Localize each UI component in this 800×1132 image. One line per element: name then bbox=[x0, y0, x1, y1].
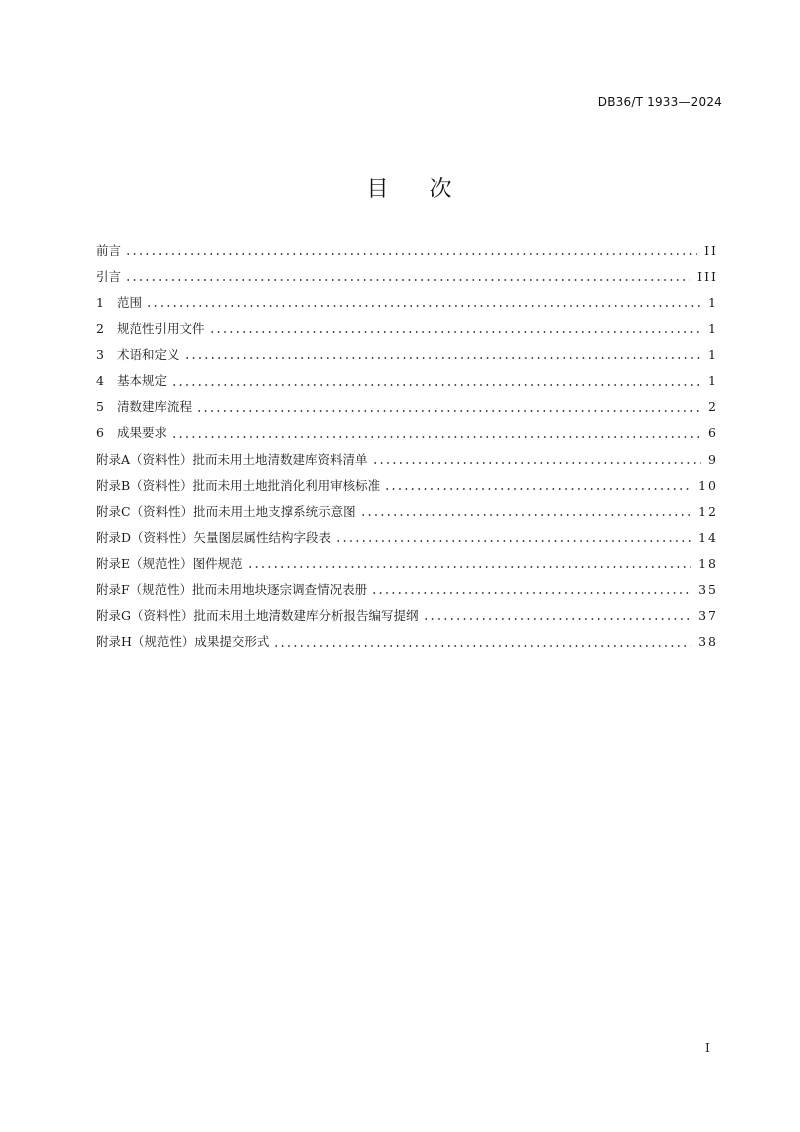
toc-entry-title: 附录E（规范性）图件规范 bbox=[96, 555, 243, 571]
toc-entry-page: 12 bbox=[698, 503, 718, 519]
toc-dot-leader bbox=[146, 298, 701, 308]
document-id-header: DB36/T 1933—2024 bbox=[597, 95, 722, 109]
toc-entry-number: 4 bbox=[96, 373, 104, 389]
toc-dot-leader bbox=[372, 455, 702, 465]
toc-entry-title: 范围 bbox=[117, 294, 143, 310]
toc-entry-page: 35 bbox=[698, 582, 718, 598]
toc-dot-leader bbox=[209, 324, 702, 334]
toc-dot-leader bbox=[247, 559, 691, 569]
toc-entry bbox=[96, 238, 716, 264]
page-number: I bbox=[705, 1041, 710, 1055]
toc-entry-title: 基本规定 bbox=[117, 373, 168, 389]
toc-dot-leader bbox=[273, 638, 691, 648]
toc-entry-title: 附录A（资料性）批而未用土地清数建库资料清单 bbox=[96, 451, 368, 467]
toc-dot-leader bbox=[125, 246, 697, 256]
toc-entry-title: 清数建库流程 bbox=[117, 399, 193, 415]
toc-entry bbox=[96, 551, 716, 577]
toc-entry-title: 术语和定义 bbox=[117, 347, 180, 363]
toc-dot-leader bbox=[335, 533, 691, 543]
toc-entry-page: 1 bbox=[708, 347, 718, 363]
toc-entry bbox=[96, 525, 716, 551]
toc-entry-page: 38 bbox=[698, 634, 718, 650]
toc-dot-leader bbox=[171, 377, 701, 387]
toc-entry-page: II bbox=[704, 242, 718, 258]
toc-entry-title: 附录C（资料性）批而未用土地支撑系统示意图 bbox=[96, 503, 356, 519]
toc-entry bbox=[96, 395, 716, 421]
toc-entry bbox=[96, 603, 716, 629]
toc-dot-leader bbox=[125, 272, 690, 282]
toc-entry-page: 10 bbox=[698, 477, 718, 493]
toc-entry-page: 2 bbox=[708, 399, 718, 415]
toc-entry bbox=[96, 316, 716, 342]
toc-dot-leader bbox=[360, 507, 692, 517]
toc-entry-title: 附录B（资料性）批而未用土地批消化利用审核标准 bbox=[96, 477, 381, 493]
toc-entry bbox=[96, 264, 716, 290]
page-title: 目 次 bbox=[366, 177, 452, 202]
toc-entry-page: 14 bbox=[698, 529, 718, 545]
toc-entry-page: 18 bbox=[698, 555, 718, 571]
toc-entry-number: 2 bbox=[96, 321, 104, 337]
toc-dot-leader bbox=[384, 481, 691, 491]
toc-entry bbox=[96, 447, 716, 473]
toc-entry-page: 1 bbox=[708, 294, 718, 310]
toc-dot-leader bbox=[184, 350, 702, 360]
toc-entry-page: 1 bbox=[708, 321, 718, 337]
toc-entry-page: 6 bbox=[708, 425, 718, 441]
toc-entry-title: 附录F（规范性）批而未用地块逐宗调查情况表册 bbox=[96, 582, 368, 598]
toc-entry bbox=[96, 473, 716, 499]
toc-entry-page: III bbox=[697, 268, 718, 284]
toc-dot-leader bbox=[423, 611, 692, 621]
toc-entry bbox=[96, 342, 716, 368]
toc-entry-number: 1 bbox=[96, 294, 104, 310]
toc-dot-leader bbox=[171, 429, 701, 439]
toc-entry bbox=[96, 368, 716, 394]
toc-entry-title: 附录H（规范性）成果提交形式 bbox=[96, 634, 270, 650]
toc-entry bbox=[96, 499, 716, 525]
toc-entry-page: 9 bbox=[708, 451, 718, 467]
toc-entry bbox=[96, 629, 716, 655]
toc-dot-leader bbox=[196, 403, 701, 413]
toc-entry bbox=[96, 577, 716, 603]
toc-entry-number: 5 bbox=[96, 399, 104, 415]
toc-entry bbox=[96, 290, 716, 316]
toc-entry-title: 附录G（资料性）批而未用土地清数建库分析报告编写提纲 bbox=[96, 608, 419, 624]
toc-dot-leader bbox=[371, 585, 691, 595]
table-of-contents bbox=[96, 238, 716, 656]
toc-entry-title: 附录D（资料性）矢量图层属性结构字段表 bbox=[96, 529, 332, 545]
toc-entry bbox=[96, 421, 716, 447]
toc-entry-number: 3 bbox=[96, 347, 104, 363]
toc-entry-page: 37 bbox=[698, 608, 718, 624]
toc-entry-title: 规范性引用文件 bbox=[117, 321, 205, 337]
toc-entry-title: 前言 bbox=[96, 242, 122, 258]
toc-entry-page: 1 bbox=[708, 373, 718, 389]
toc-entry-title: 引言 bbox=[96, 268, 122, 284]
toc-entry-title: 成果要求 bbox=[117, 425, 168, 441]
toc-entry-number: 6 bbox=[96, 425, 104, 441]
